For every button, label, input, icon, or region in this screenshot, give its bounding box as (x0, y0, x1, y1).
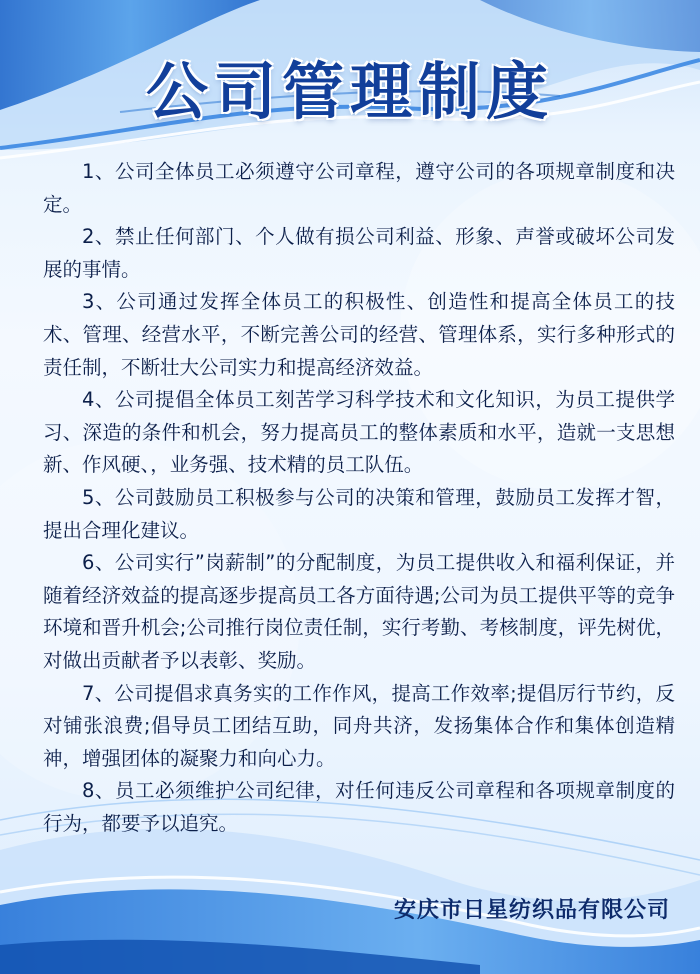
rule-item: 6、公司实行”岗薪制”的分配制度，为员工提供收入和福利保证，并随着经济效益的提高逐步提高员工各方面待遇;公司为员工提供平等的竞争环境和晋升机会;公司推行岗位责任制，实行考勤、考核制度，评先树优，对做出贡献者予以表彰、奖励。 (43, 551, 675, 672)
page-title: 公司管理制度 (145, 55, 554, 128)
company-name: 安庆市日星纺织品有限公司 (393, 897, 670, 923)
rule-item: 7、公司提倡求真务实的工作作风，提高工作效率;提倡厉行节约，反对铺张浪费;倡导员工团结互助，同舟共济，发扬集体合作和集体创造精神，增强团体的凝聚力和向心力。 (43, 681, 675, 770)
rule-item: 4、公司提倡全体员工刻苦学习科学技术和文化知识，为员工提供学习、深造的条件和机会，努力提高员工的整体素质和水平，造就一支思想新、作风硬、，业务强、技术精的员工队伍。 (43, 388, 675, 477)
rule-item: 1、公司全体员工必须遵守公司章程，遵守公司的各项规章制度和决定。 (43, 160, 675, 216)
rules-list (43, 156, 675, 840)
rule-item: 5、公司鼓励员工积极参与公司的决策和管理，鼓励员工发挥才智，提出合理化建议。 (43, 485, 675, 542)
rule-item: 8、员工必须维护公司纪律，对任何违反公司章程和各项规章制度的行为，都要予以追究。 (43, 779, 675, 835)
rule-item: 2、禁止任何部门、个人做有损公司利益、形象、声誉或破坏公司发展的事情。 (43, 225, 675, 281)
rule-item: 3、公司通过发挥全体员工的积极性、创造性和提高全体员工的技术、管理、经营水平，不断完善公司的经营、管理体系，实行多种形式的责任制，不断壮大公司实力和提高经济效益。 (43, 290, 675, 379)
